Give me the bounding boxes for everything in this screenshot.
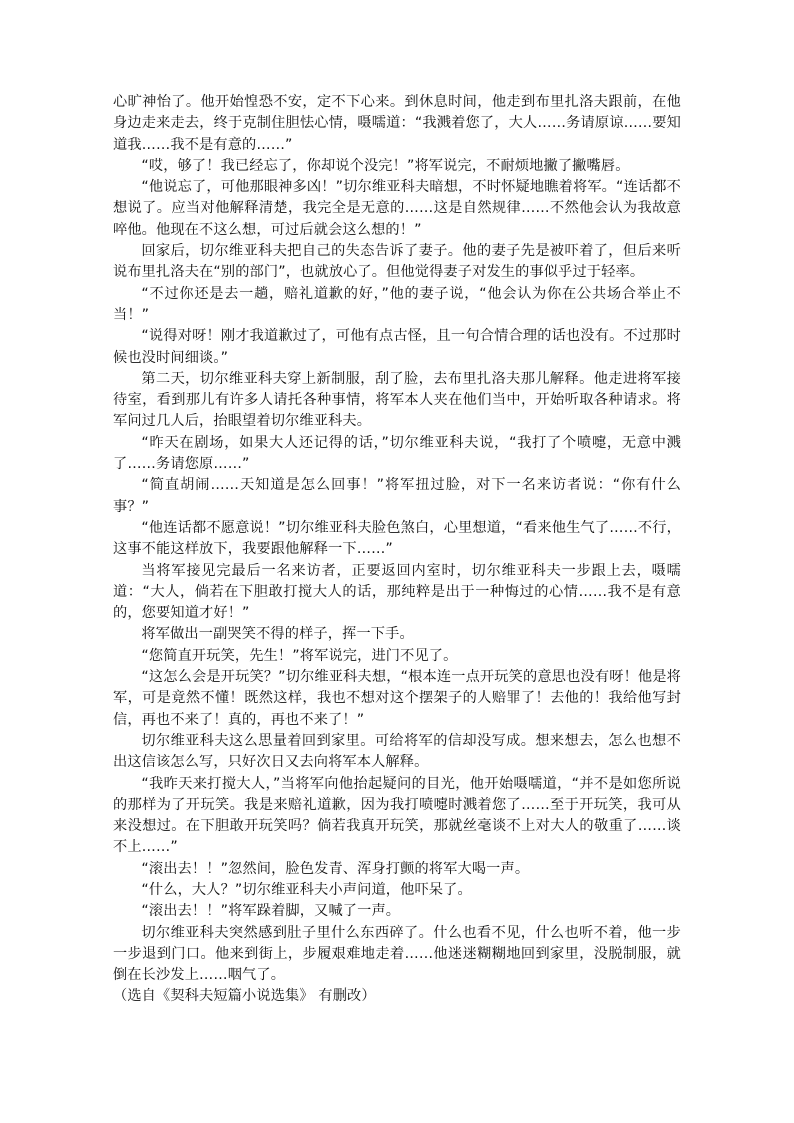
paragraph: 回家后，切尔维亚科夫把自己的失态告诉了妻子。他的妻子先是被吓着了，但后来听说布里扎洛夫在“别的部门”，也就放心了。但他觉得妻子对发生的事似乎过于轻率。: [113, 243, 681, 281]
paragraph: 心旷神怡了。他开始惶恐不安，定不下心来。到休息时间，他走到布里扎洛夫跟前，在他身边走来走去，终于克制住胆怯心情，嗫嚅道：“我溅着您了，大人……务请原谅……要知道我……我不是有意的……”: [113, 94, 681, 153]
paragraph: “这怎么会是开玩笑？”切尔维亚科夫想，“根本连一点开玩笑的意思也没有呀！他是将军，可是竟然不懂！既然这样，我也不想对这个摆架子的人赔罪了！去他的！我给他写封信，再也不来了！真的，再也不来了！”: [113, 669, 681, 728]
paragraph: “我昨天来打搅大人，”当将军向他抬起疑问的目光，他开始嗫嚅道，“并不是如您所说的那样为了开玩笑。我是来赔礼道歉，因为我打喷嚏时溅着您了……至于开玩笑，我可从来没想过。在下胆敢开玩笑吗？倘若我真开玩笑，那就丝毫谈不上对大人的敬重了……谈不上……”: [113, 775, 681, 856]
paragraph: “说得对呀！刚才我道歉过了，可他有点古怪，且一句合情合理的话也没有。不过那时候也没时间细谈。”: [113, 328, 681, 366]
paragraph: 切尔维亚科夫这么思量着回到家里。可给将军的信却没写成。想来想去，怎么也想不出这信该怎么写，只好次日又去向将军本人解释。: [113, 732, 681, 771]
paragraph: “不过你还是去一趟，赔礼道歉的好，”他的妻子说，“他会认为你在公共场合举止不当！”: [113, 285, 681, 323]
paragraph: 切尔维亚科夫突然感到肚子里什么东西碎了。什么也看不见，什么也听不着，他一步一步退到门口。他来到街上，步履艰难地走着……他迷迷糊糊地回到家里，没脱制服，就倒在长沙发上……咽气了。: [113, 924, 681, 984]
paragraph: “昨天在剧场，如果大人还记得的话，”切尔维亚科夫说，“我打了个喷嚏，无意中溅了……务请您原……”: [113, 434, 681, 473]
paragraph: “他说忘了，可他那眼神多凶！”切尔维亚科夫暗想，不时怀疑地瞧着将军。“连话都不想说了。应当对他解释清楚，我完全是无意的……这是自然规律……不然他会认为我故意啐他。他现在不这么想，可过后就会这么想的！”: [113, 179, 681, 238]
story-text: [113, 92, 681, 1008]
paragraph: “滚出去！！”忽然间，脸色发青、浑身打颤的将军大喝一声。: [141, 860, 530, 877]
paragraph: 第二天，切尔维亚科夫穿上新制服，刮了脸，去布里扎洛夫那儿解释。他走进将军接待室，看到那儿有许多人请托各种事情，将军本人夹在他们当中，开始听取各种请求。将军问过几人后，抬眼望着切尔维亚科夫。: [113, 370, 681, 430]
paragraph: “滚出去！！”将军跺着脚，又喊了一声。: [141, 903, 401, 920]
paragraph: “简直胡闹……天知道是怎么回事！”将军扭过脸，对下一名来访者说：“你有什么事？”: [113, 477, 681, 515]
source-note: （选自《契科夫短篇小说选集》 有删改）: [113, 988, 376, 1005]
paragraph: “哎，够了！我已经忘了，你却说个没完！”将军说完，不耐烦地撇了撇嘴唇。: [141, 157, 630, 174]
paragraph: 将军做出一副哭笑不得的样子，挥一下手。: [141, 626, 414, 643]
paragraph: “他连话都不愿意说！”切尔维亚科夫脸色煞白，心里想道，“看来他生气了……不行，这事不能这样放下，我要跟他解释一下……”: [113, 519, 681, 558]
paragraph: 当将军接见完最后一名来访者，正要返回内室时，切尔维亚科夫一步跟上去，嗫嚅道：“大人，倘若在下胆敢打搅大人的话，那纯粹是出于一种悔过的心情……我不是有意的，您要知道才好！”: [113, 562, 681, 622]
paragraph: “您简直开玩笑，先生！”将军说完，进门不见了。: [141, 647, 458, 664]
paragraph: “什么，大人？”切尔维亚科夫小声问道，他吓呆了。: [141, 881, 472, 898]
